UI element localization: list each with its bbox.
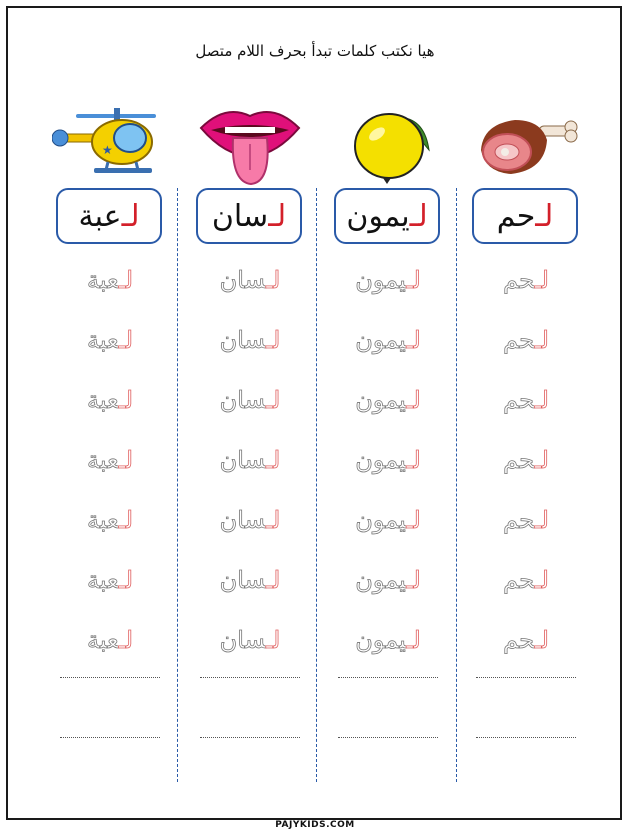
column-divider [456,188,457,782]
trace-word: لـحم [503,266,549,294]
writing-line[interactable] [60,737,160,738]
trace-word: لـعبة [86,626,134,654]
trace-word: لـعبة [86,266,134,294]
writing-line[interactable] [476,737,576,738]
word-card: لـ يمون [334,188,440,244]
trace-word: لـسان [219,326,281,354]
writing-line[interactable] [338,677,438,678]
trace-word: لـحم [503,626,549,654]
column-helicopter [50,100,170,800]
trace-word: لـسان [219,506,281,534]
trace-word: لـسان [219,386,281,414]
trace-word: لـسان [219,266,281,294]
column-tongue [190,100,310,800]
writing-line[interactable] [476,677,576,678]
tongue-icon [190,100,310,190]
word-card: لـ سان [196,188,302,244]
writing-line[interactable] [200,737,300,738]
writing-line[interactable] [60,677,160,678]
trace-word: لـيمون [355,446,421,474]
trace-word: لـعبة [86,386,134,414]
trace-word: لـحم [503,506,549,534]
meat-icon [466,100,586,190]
trace-word: لـسان [219,626,281,654]
helicopter-toy-icon [50,100,170,190]
trace-word: لـعبة [86,566,134,594]
trace-word: لـيمون [355,266,421,294]
trace-word: لـيمون [355,326,421,354]
trace-word: لـيمون [355,386,421,414]
trace-word: لـسان [219,566,281,594]
trace-word: لـحم [503,446,549,474]
trace-word: لـعبة [86,326,134,354]
footer-brand [0,812,630,831]
trace-word: لـعبة [86,506,134,534]
column-divider [316,188,317,782]
svg-text:★: ★ [102,143,113,157]
trace-word: لـعبة [86,446,134,474]
trace-word: لـحم [503,326,549,354]
word-card: لـ عبة [56,188,162,244]
trace-word: لـيمون [355,506,421,534]
lemon-icon [328,100,448,190]
page-title: هيا نكتب كلمات تبدأ بحرف اللام متصل [195,42,435,60]
column-meat [466,100,586,800]
trace-word: لـحم [503,386,549,414]
writing-line[interactable] [200,677,300,678]
trace-word: لـيمون [355,626,421,654]
writing-line[interactable] [338,737,438,738]
column-lemon [328,100,448,800]
column-divider [177,188,178,782]
trace-word: لـحم [503,566,549,594]
trace-word: لـيمون [355,566,421,594]
footer-text: PAJYKIDS.COM [269,820,361,830]
word-card: لـ حم [472,188,578,244]
trace-word: لـسان [219,446,281,474]
